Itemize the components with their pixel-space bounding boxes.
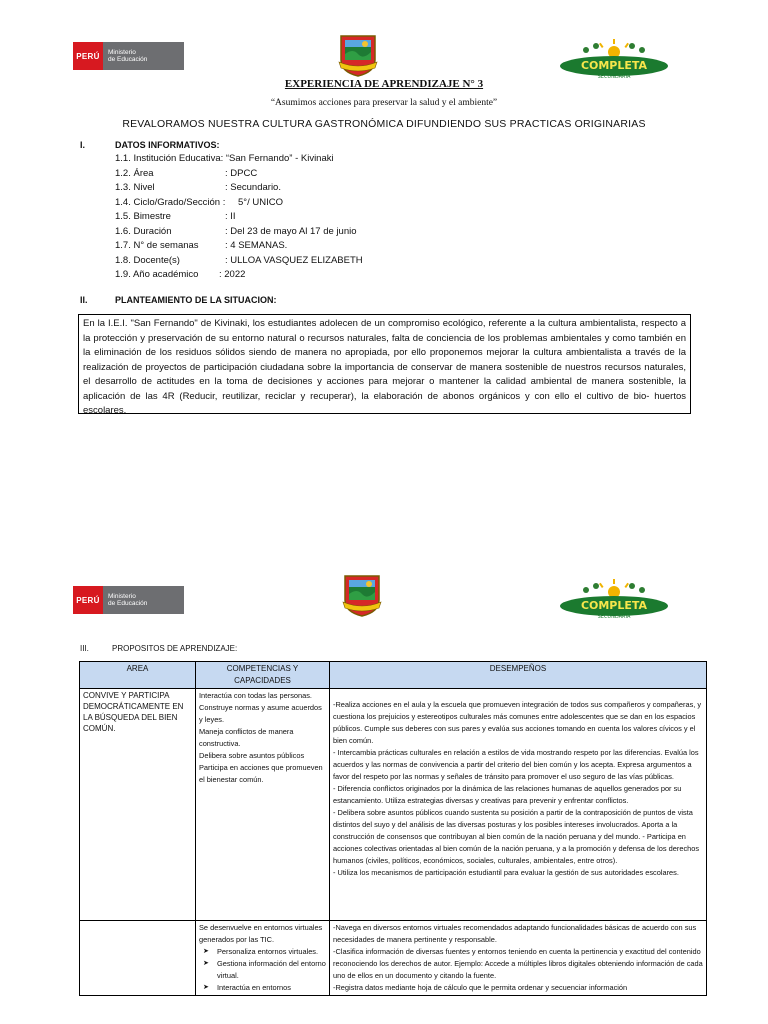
header-competencias: COMPETENCIAS Y CAPACIDADES	[196, 662, 330, 689]
district-crest-icon	[335, 32, 381, 78]
school-logo-icon	[556, 38, 672, 80]
school-logo-text: COMPLETA	[580, 599, 648, 612]
ministerio-label: Ministerio	[108, 49, 136, 56]
section-1-title: DATOS INFORMATIVOS:	[115, 140, 220, 150]
school-logo-icon	[556, 578, 672, 620]
list-item: ➤ Gestiona información del entorno virtual.	[213, 958, 326, 982]
area-cell: CONVIVE Y PARTICIPA DEMOCRÁTICAMENTE EN LA BÚSQUEDA DEL BIEN COMÚN.	[80, 689, 196, 921]
learning-purposes-table	[79, 661, 707, 996]
experience-subtitle: “Asumimos acciones para preservar la salud y el ambiente”	[270, 98, 498, 108]
minedu-logo	[73, 42, 184, 70]
peru-logo-label: PERÚ	[73, 42, 103, 70]
table-row	[80, 921, 707, 996]
competencias-cell: Interactúa con todas las personas. Construye normas y asume acuerdos y leyes. Maneja conflictos de manera constructiva. Delibera sobre asuntos públicos Participa en acciones que promueven el bienestar común.	[196, 689, 330, 921]
table-row	[80, 689, 707, 921]
section-2-number: II.	[80, 295, 88, 305]
school-logo-sub: SECUNDARIA	[597, 74, 631, 80]
experience-title: EXPERIENCIA DE APRENDIZAJE N° 3	[284, 78, 484, 90]
educacion-label: de Educación	[108, 56, 148, 63]
header-desempenos: DESEMPEÑOS	[330, 662, 707, 689]
district-crest-icon	[339, 572, 385, 618]
educacion-label: de Educación	[108, 600, 148, 607]
school-logo-sub: SECUNDARIA	[597, 614, 631, 620]
section-2-title: PLANTEAMIENTO DE LA SITUACION:	[115, 295, 277, 305]
desempenos-cell: -Realiza acciones en el aula y la escuela que promueven integración de todos sus compañeros y compañeras, y cuestiona los prejuicios y estereotipos culturales más comunes entre adolescentes que se dan en los espacios públicos. Cumple sus deberes con sus pares y evalúa sus acciones tomando en cuenta los valores cívicos y el bien común. - Intercambia prácticas culturales en relación a estilos de vida mostrando respeto por las diferencias. Evalúa los acuerdos y las normas de convivencia a partir del criterio del bien común y los acepta. Expresa argumentos a favor del respeto por las normas y señales de tránsito para promover el uso seguro de las vías públicas. - Diferencia conflictos originados por la dinámica de las relaciones humanas de aquellos generados por su estancamiento. Utiliza estrategias diversas y creativas para prevenir y enfrentar conflictos. - Delibera sobre asuntos públicos cuando sustenta su posición a partir de la contraposición de puntos de vista distintos del suyo y del análisis de las diversas posturas y los posibles intereses involucrados. Aporta a la construcción de consensos que contribuyan al bien común de la nación peruana y del mundo. - Participa en acciones colectivas orientadas al bien común de la nación peruana, y a la promoción y defensa de los derechos humanos (civiles, políticos, económicos, sociales, culturales, ambientales, entre otros). - Utiliza los mecanismos de participación estudiantil para evaluar la gestión de sus autoridades escolares.	[330, 689, 707, 921]
section-3-number: III.	[80, 644, 89, 653]
table-header-row	[80, 662, 707, 689]
school-logo-text: COMPLETA	[580, 59, 648, 72]
situation-text-box: En la I.E.I. "San Fernando" de Kivinaki, los estudiantes adolecen de un compromiso ecológico, referente a la cultura ambientalista, respecto a la protección y preservación de su entorno natural o recursos naturales, falta de conciencia de los problemas ambientales y como también en la eliminación de los residuos sólidos siendo de manera no apropiada, por ello proponemos mejorar la cultura ambientalista a través de la realización de proyectos de participación ciudadana sobre la importancia de conservar de manera sostenible de nuestros recursos naturales, el desarrollo de actitudes en la toma de decisiones y acciones para mejorar o mantener la calidad ambiental de manera sostenible, la aplicación de las 4R (Reducir, reutilizar, reciclar y recuperar), la elaboración de abonos orgánicos y con ello el cultivo de bio- huertos escolares.	[78, 314, 691, 414]
desempenos-cell: -Navega en diversos entornos virtuales recomendados adaptando funcionalidades básicas de acuerdo con sus necesidades de manera pertinente y responsable. -Clasifica información de diversas fuentes y entornos teniendo en cuenta la pertinencia y exactitud del contenido reconociendo los derechos de autor. Ejemplo: Accede a múltiples libros digitales obteniendo información de cada uno de ellos en un documento y citando la fuente. -Registra datos mediante hoja de cálculo que le permita ordenar y secuenciar información	[330, 921, 707, 996]
capacidades-list	[199, 946, 326, 994]
ministerio-label: Ministerio	[108, 593, 136, 600]
experience-heading: REVALORAMOS NUESTRA CULTURA GASTRONÓMICA DIFUNDIENDO SUS PRACTICAS ORIGINARIAS	[122, 118, 646, 130]
list-item: ➤ Interactúa en entornos	[213, 982, 326, 994]
competencias-cell: Se desenvuelve en entornos virtuales generados por las TIC. ➤ Personaliza entornos virtuales. ➤ Gestiona información del entorno virtual. ➤ Interactúa en entornos	[196, 921, 330, 996]
list-item: ➤ Personaliza entornos virtuales.	[213, 946, 326, 958]
section-1-number: I.	[80, 140, 86, 150]
minedu-logo	[73, 586, 184, 614]
section-3-title: PROPOSITOS DE APRENDIZAJE:	[112, 644, 238, 653]
peru-logo-label: PERÚ	[73, 586, 103, 614]
header-area: AREA	[80, 662, 196, 689]
area-cell	[80, 921, 196, 996]
